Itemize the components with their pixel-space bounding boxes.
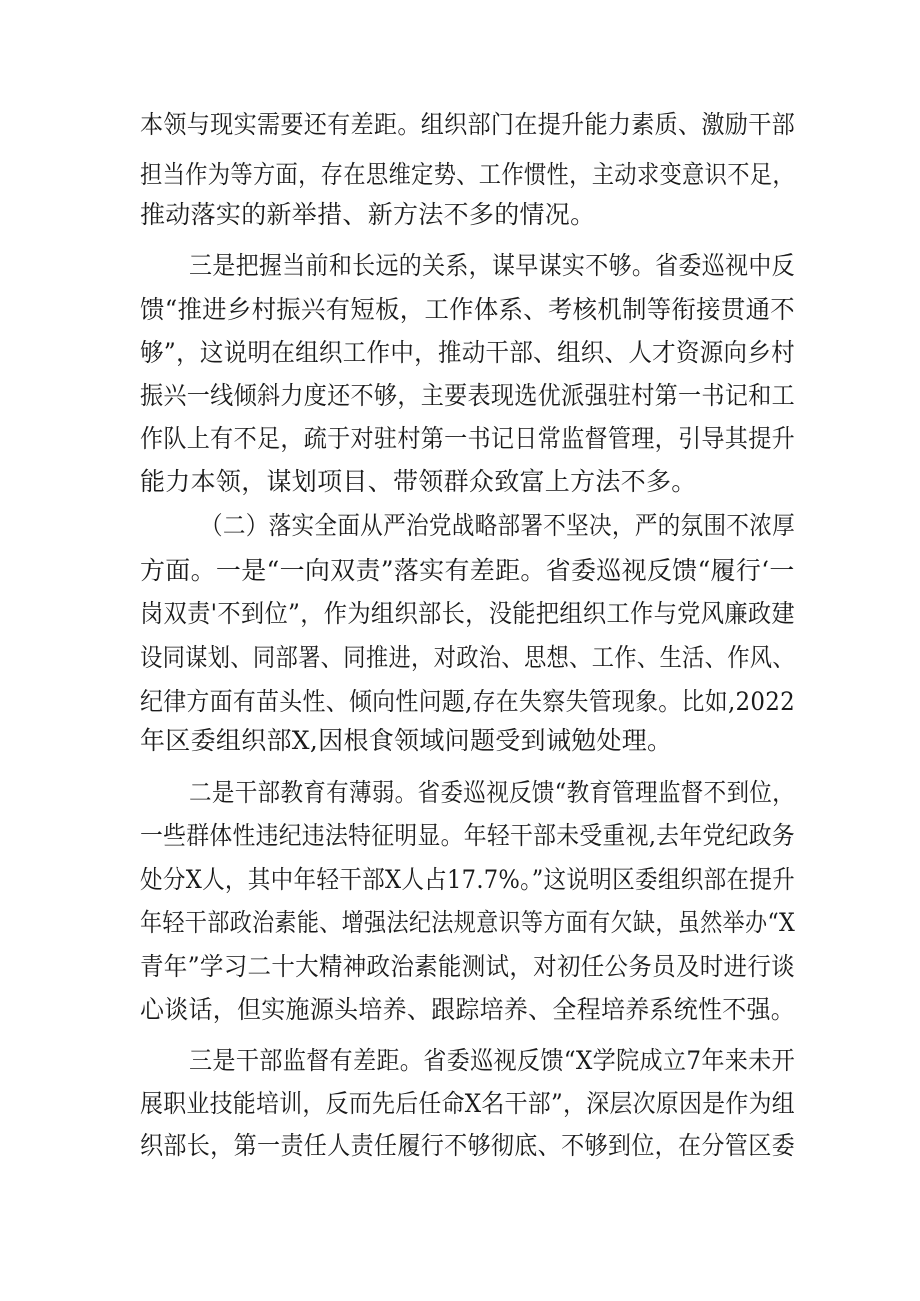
text-line: 一些群体性违纪违法特征明显。年轻干部未受重视,去年党纪政务 xyxy=(140,821,796,850)
text-line: 纪律方面有苗头性、倾向性问题,存在失察失管现象。比如,2022 xyxy=(140,687,796,716)
text-line: 展职业技能培训，反而先后任命X名干部”，深层次原因是作为组 xyxy=(140,1089,795,1118)
text-line: 作队上有不足，疏于对驻村第一书记日常监督管理，引导其提升 xyxy=(140,424,795,453)
text-line: 岗双责'不到位”，作为组织部长，没能把组织工作与党风廉政建 xyxy=(140,599,795,628)
text-line: 设同谋划、同部署、同推进，对政治、思想、工作、生活、作风、 xyxy=(140,643,795,672)
text-line: 振兴一线倾斜力度还不够，主要表现选优派强驻村第一书记和工 xyxy=(140,381,795,410)
text-line: 馈“推进乡村振兴有短板，工作体系、考核机制等衔接贯通不 xyxy=(140,295,795,324)
text-line: 心谈话，但实施源头培养、跟踪培养、全程培养系统性不强。 xyxy=(140,995,796,1024)
text-line: 年区委组织部X,因根食领域问题受到诫勉处理。 xyxy=(140,726,673,755)
text-line: 推动落实的新举措、新方法不多的情况。 xyxy=(140,200,596,229)
text-line: 二是干部教育有薄弱。省委巡视反馈“教育管理监督不到位， xyxy=(189,778,796,807)
text-line: 年轻干部政治素能、增强法纪法规意识等方面有欠缺，虽然举办“X xyxy=(140,908,795,937)
text-line: 够”，这说明在组织工作中，推动干部、组织、人才资源向乡村 xyxy=(140,338,795,367)
text-line: 方面。一是“一向双责”落实有差距。省委巡视反馈“履行‘一 xyxy=(140,556,795,585)
text-line: 三是干部监督有差距。省委巡视反馈“X学院成立7年来未开 xyxy=(189,1046,796,1075)
text-line: 处分X人，其中年轻干部X人占17.7%。”这说明区委组织部在提升 xyxy=(140,865,796,894)
text-line: 担当作为等方面，存在思维定势、工作惯性，主动求变意识不足， xyxy=(140,160,795,189)
section-heading-line: （二）落实全面从严治党战略部署不坚决，严的氛围不浓厚 xyxy=(200,511,795,540)
text-line: 能力本领，谋划项目、带领群众致富上方法不多。 xyxy=(140,467,697,496)
text-line: 本领与现实需要还有差距。组织部门在提升能力素质、激励干部 xyxy=(140,110,795,139)
text-line: 三是把握当前和长远的关系，谋早谋实不够。省委巡视中反 xyxy=(189,251,795,280)
text-line: 青年”学习二十大精神政治素能测试，对初任公务员及时进行谈 xyxy=(140,952,795,981)
text-line: 织部长，第一责任人责任履行不够彻底、不够到位，在分管区委 xyxy=(140,1131,795,1160)
